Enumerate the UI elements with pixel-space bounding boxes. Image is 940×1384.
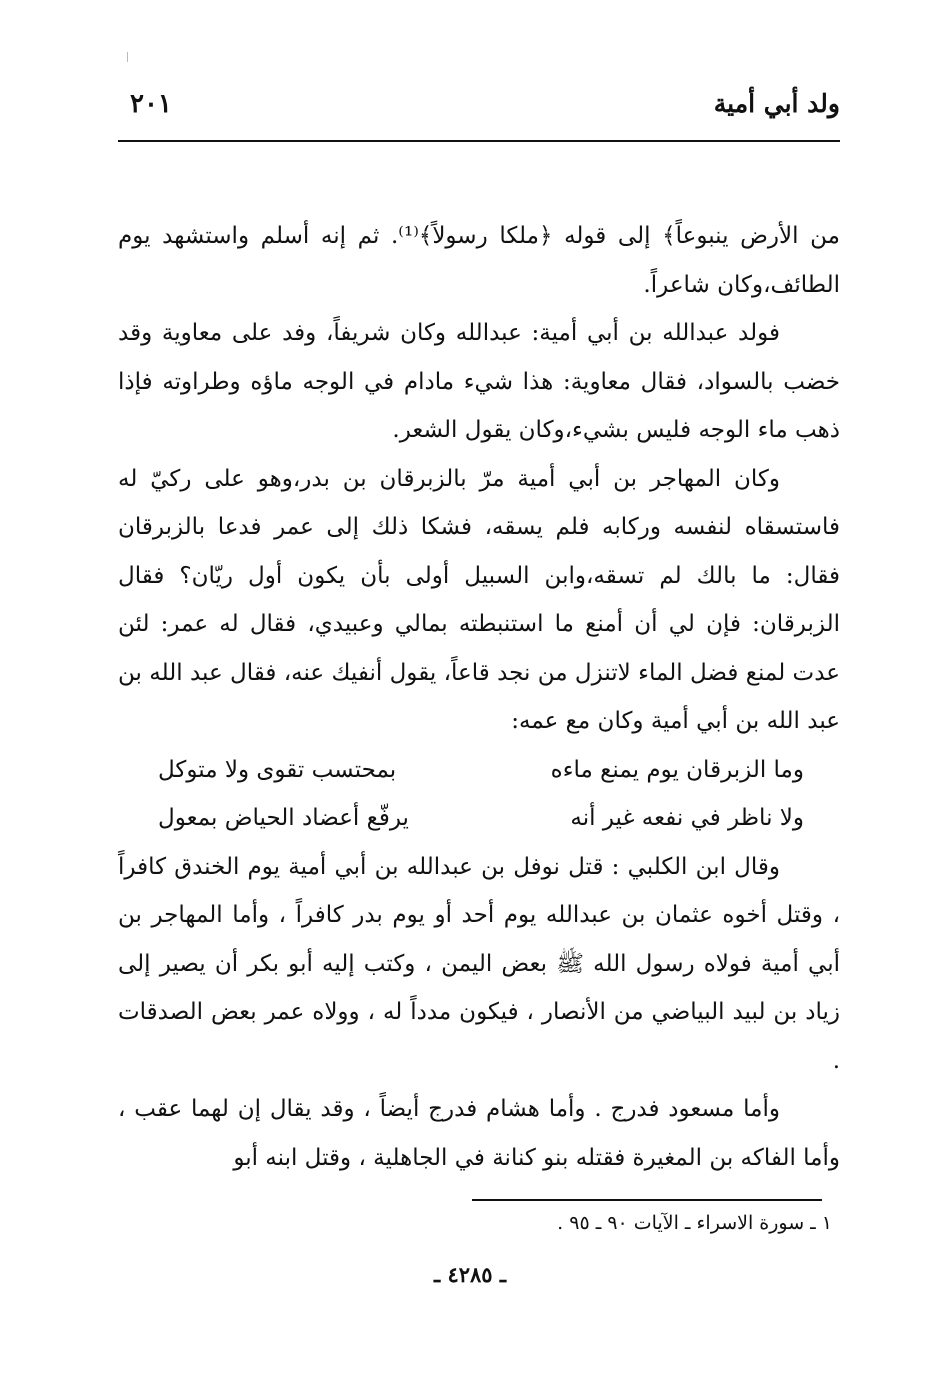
paragraph-4: وقال ابن الكلبي : قتل نوفل بن عبدالله بن أبي أمية يوم الخندق كافراً ، وقتل أخوه عثمان بن عبدالله يوم أحد أو يوم بدر كافراً ، وأما المهاجر بن أبي أمية فولاه رسول الله ﷺ بعض اليمن ، وكتب إليه أبو بكر أن يصير إلى زياد بن لبيد البياضي من الأنصار ، فيكون مدداً له ، وولاه عمر بعض الصدقات . bbox=[118, 853, 840, 1074]
paragraph-5: وأما مسعود فدرج . وأما هشام فدرج أيضاً ، وقد يقال إن لهما عقب ، وأما الفاكه بن المغيرة فقتله بنو كنانة في الجاهلية ، وقتل ابنه أبو bbox=[118, 1096, 840, 1171]
page-number-top: ٢٠١ bbox=[130, 89, 172, 119]
footnote-rule bbox=[472, 1199, 822, 1201]
verse-1-first-hemistich: وما الزبرقان يوم يمنع ماءه bbox=[550, 756, 804, 783]
verse-2-second-hemistich: يرفّع أعضاد الحياض بمعول bbox=[158, 805, 409, 831]
header-rule bbox=[118, 140, 840, 142]
verse-1-second-hemistich: بمحتسب تقوى ولا متوكل bbox=[158, 756, 397, 783]
paragraph-2: فولد عبدالله بن أبي أمية: عبدالله وكان شريفاً، وفد على معاوية وقد خضب بالسواد، فقال معاوية: هذا شيء مادام في الوجه ماؤه وطراوته فإذا ذهب ماء الوجه فليس بشيء،وكان يقول الشعر. bbox=[118, 320, 840, 443]
paragraph-3: وكان المهاجر بن أبي أمية مرّ بالزبرقان بن بدر،وهو على ركيّ له فاستسقاه لنفسه وركابه فلم يسقه، فشكا ذلك إلى عمر فدعا بالزبرقان فقال: ما بالك لم تسقه،وابن السبيل أولى بأن يكون أول ريّان؟ فقال الزبرقان: فإن لي أن أمنع ما استنبطته بمالي وعبيدي، فقال له عمر: لئن عدت لمنع فضل الماء لاتنزل من نجد قاعاً، يقول أنفيك عنه، فقال عبد الله بن عبد الله بن أبي أمية وكان مع عمه: bbox=[118, 465, 840, 734]
page-number-bottom: ـ ٤٢٨٥ ـ bbox=[433, 1262, 507, 1287]
scan-mark bbox=[127, 52, 128, 62]
footnote: ١ ـ سورة الاسراء ـ الآيات ٩٠ ـ ٩٥ . bbox=[557, 1212, 832, 1234]
verse-2-first-hemistich: ولا ناظر في نفعه غير أنه bbox=[570, 805, 804, 831]
verse-line-1 bbox=[118, 746, 840, 795]
body-text bbox=[118, 212, 840, 1182]
verse-line-2 bbox=[118, 794, 840, 843]
running-title: ولد أبي أمية bbox=[713, 89, 840, 118]
paragraph-1: من الأرض ينبوعاً﴾ إلى قوله ﴿ملكا رسولاً﴾⁽¹⁾. ثم إنه أسلم واستشهد يوم الطائف،وكان شاعراً. bbox=[118, 223, 840, 298]
page-header bbox=[118, 84, 840, 134]
